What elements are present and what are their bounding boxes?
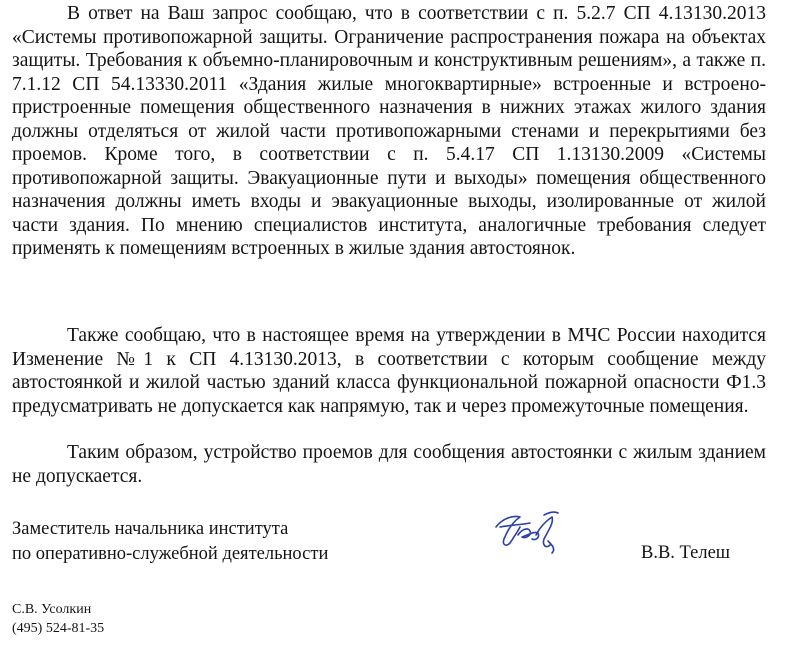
paragraph-2 [12,324,766,418]
executor-name: С.В. Усолкин [12,602,92,617]
paragraph-3-text: Таким образом, устройство проемов для сообщения автостоянки с жилым зданием не допускается. [12,442,766,487]
paragraph-1-text: В ответ на Ваш запрос сообщаю, что в соответствии с п. 5.2.7 СП 4.13130.2013 «Системы противопожарной защиты. Ограничение распространения пожара на объектах защиты. Требования к объемно-планировочным и конструктивным решениям», а также п. 7.1.12 СП 54.13330.2011 «Здания жилые многоквартирные» встроенные и встроено-пристроенные помещения общественного назначения в нижних этажах жилого здания должны отделяться от жилой части противопожарными стенами и перекрытиями без проемов. Кроме того, в соответствии с п. 5.4.17 СП 1.13130.2009 «Системы противопожарной защиты. Эвакуационные пути и выходы» помещения общественного назначения должны иметь входы и эвакуационные выходы, изолированные от жилой части здания. По мнению специалистов института, аналогичные требования следует применять к помещениям встроенных в жилые здания автостоянок. [12,3,766,259]
paragraph-2-text: Также сообщаю, что в настоящее время на утверждении в МЧС России находится Изменение №1 к СП 4.13130.2013, в соответствии с которым сообщение между автостоянкой и жилой частью зданий класса функциональной пожарной опасности Ф1.3 предусматривать не допускается как напрямую, так и через промежуточные помещения. [12,325,766,417]
signatory-title [12,517,328,567]
handwritten-signature [490,505,568,557]
signatory-title-line-1: Заместитель начальника института [12,519,289,539]
signatory-title-line-2: по оперативно-служебной деятельности [12,544,329,564]
executor-info [12,600,104,638]
signatory-name: В.В. Телеш [641,543,731,563]
paragraph-1 [12,2,766,261]
paragraph-3 [12,441,766,488]
executor-phone: (495) 524-81-35 [12,621,105,636]
